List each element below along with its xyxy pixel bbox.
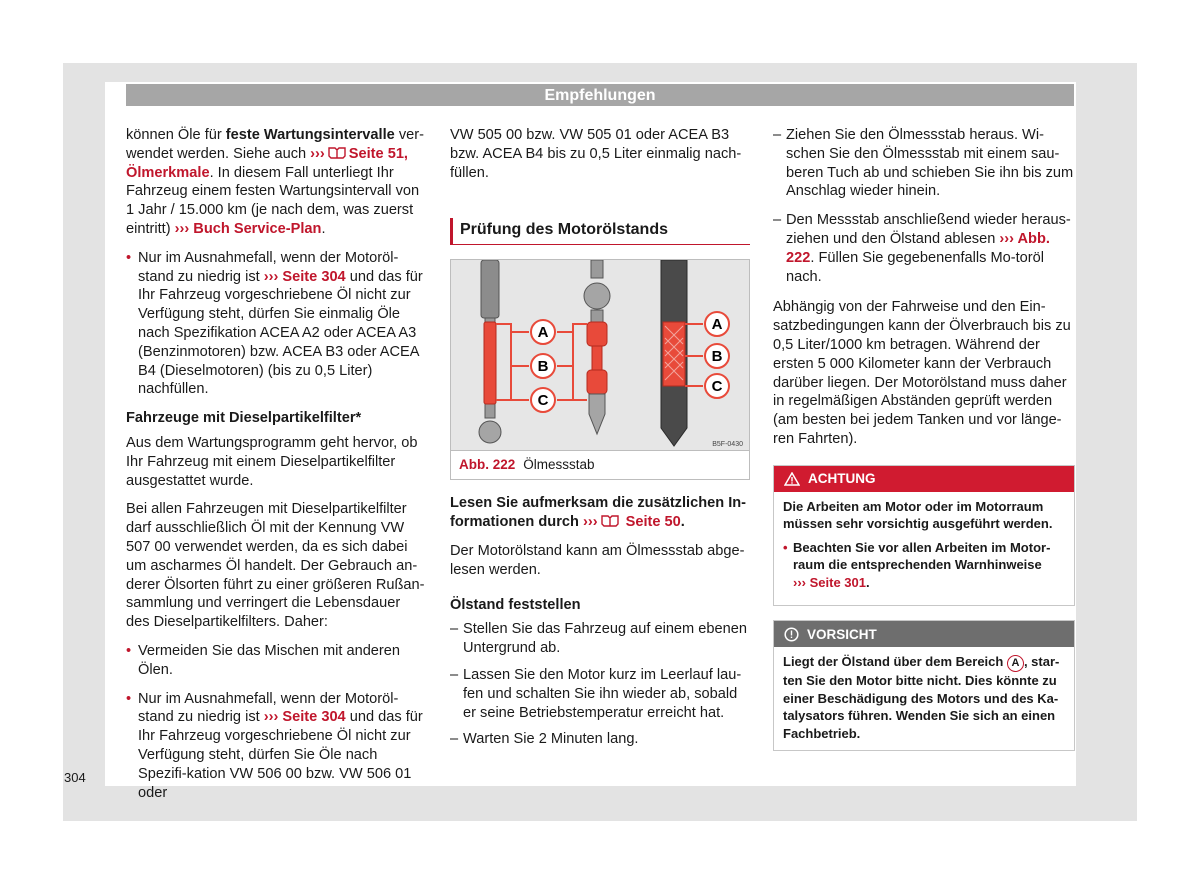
figure-label-a: A bbox=[537, 324, 549, 342]
subheading-check-level: Ölstand feststellen bbox=[450, 596, 581, 613]
marker-a: A bbox=[1007, 655, 1024, 672]
step-item: – Ziehen Sie den Ölmessstab heraus. Wi-schen Sie den Ölmessstab mit einem sau-beren Tuch ab und schieben Sie ihn bis zum Anschlag wieder hinein. bbox=[773, 126, 1075, 201]
paragraph-consumption: Abhängig von der Fahrweise und den Ein-satzbedingungen kann der Ölverbrauch bis zu 0,5 Liter/1000 km betragen. Während der ersten 5 000 Kilometer kann der Verbrauch darüber liegen. Der Motorölstand muss daher in regelmäßigen Abständen geprüft werden (am besten bei jedem Tanken und vor länge-ren Fahrten). bbox=[773, 299, 1071, 447]
book-icon bbox=[600, 514, 620, 527]
figure-code: B5F-0430 bbox=[712, 441, 743, 449]
link-seite-301[interactable]: ››› Seite 301 bbox=[793, 574, 866, 590]
book-icon bbox=[327, 146, 347, 159]
figure-caption bbox=[451, 450, 749, 479]
warning-text: Die Arbeiten am Motor oder im Motorraum müssen sehr vorsichtig ausgeführt werden. bbox=[783, 498, 1053, 532]
caution-header bbox=[774, 621, 1074, 647]
link-seite-304[interactable]: ››› Seite 304 bbox=[263, 709, 346, 726]
column-left bbox=[126, 126, 426, 812]
figure-label-c: C bbox=[537, 392, 549, 410]
link-seite-304[interactable]: ››› Seite 304 bbox=[263, 268, 346, 285]
warning-box bbox=[773, 465, 1075, 607]
step-item: – Stellen Sie das Fahrzeug auf einem ebenen Untergrund ab. bbox=[450, 620, 750, 658]
link-seite-50[interactable]: ››› Seite 50 bbox=[582, 514, 681, 531]
warning-triangle-icon bbox=[784, 472, 800, 486]
link-service-plan[interactable]: ››› Buch Service-Plan bbox=[174, 220, 322, 237]
bullet-exception-1: • Nur im Ausnahmefall, wenn der Motoröl-stand zu niedrig ist ››› Seite 304 und das für Ihr Fahrzeug vorgeschriebene Öl nicht zur Verfügung steht, dürfen Sie einmalig Öle nach Spezifikation ACEA A2 oder ACEA A3 (Benzinmotoren) bzw. ACEA B3 oder ACEA B4 (Dieselmotoren) (bis zu 0,5 Liter) nachfüllen. bbox=[126, 249, 426, 399]
step-item: – Warten Sie 2 Minuten lang. bbox=[450, 730, 750, 749]
bullet-no-mixing: • Vermeiden Sie das Mischen mit anderen Ölen. bbox=[126, 642, 426, 680]
paragraph-intervals: können Öle für feste Wartungsintervalle ver-wendet werden. Siehe auch ››› Seite 51, Ölmerkmale. In diesem Fall unterliegt Ihr Fahrzeug einem festen Wartungsintervall von 1 Jahr / 15.000 km (je nach dem, was zuerst eintritt) ››› Buch Service-Plan. bbox=[126, 127, 424, 237]
figure-label-b-right: B bbox=[711, 348, 723, 366]
dipstick-blade bbox=[661, 260, 687, 446]
caution-title: VORSICHT bbox=[807, 626, 877, 642]
figure-caption-text: Ölmessstab bbox=[523, 457, 595, 473]
cross-ref-link[interactable]: ››› Seite 51, bbox=[310, 145, 408, 162]
paragraph-dipstick-read: Der Motorölstand kann am Ölmessstab abge-lesen werden. bbox=[450, 542, 745, 578]
caution-box bbox=[773, 620, 1075, 751]
page-number: 304 bbox=[64, 770, 86, 785]
subheading-dpf: Fahrzeuge mit Dieselpartikelfilter* bbox=[126, 410, 362, 427]
paragraph-continued: VW 505 00 bzw. VW 505 01 oder ACEA B3 bzw. ACEA B4 bis zu 0,5 Liter einmalig nach-füllen. bbox=[450, 127, 742, 181]
figure-label-c-right: C bbox=[711, 378, 723, 396]
link-oelmerkmale[interactable]: Ölmerkmale bbox=[126, 164, 210, 181]
paragraph-read-info: Lesen Sie aufmerksam die zusätzlichen In-formationen durch ››› Seite 50. bbox=[450, 495, 747, 531]
step-item: – Lassen Sie den Motor kurz im Leerlauf lau-fen und schalten Sie ihn wieder ab, sobald er seine Betriebstemperatur erreicht hat. bbox=[450, 666, 750, 722]
caution-body: Liegt der Ölstand über dem Bereich A , star-ten Sie den Motor bitte nicht. Dies könnte zu einer Beschädigung des Motors und des Ka-talysators führen. Wenden Sie sich an einen Fachbetrieb. bbox=[783, 654, 1060, 741]
figure-number: Abb. 222 bbox=[459, 457, 516, 473]
warning-header bbox=[774, 466, 1074, 492]
column-middle bbox=[450, 126, 750, 757]
paragraph-dpf-2: Bei allen Fahrzeugen mit Dieselpartikelfilter darf ausschließlich Öl mit der Kennung VW 507 00 verwendet werden, da es sich dabei um ascharmes Öl handelt. Der Gebrauch an-derer Ölsorten führt zu einer größeren Rußan-sammlung und verringert die Lebensdauer des Dieselpartikelfilters. Daher: bbox=[126, 501, 425, 631]
info-circle-icon bbox=[784, 627, 799, 642]
figure-label-a-right: A bbox=[711, 316, 723, 334]
warning-body bbox=[774, 492, 1074, 606]
page-header: Empfehlungen bbox=[126, 84, 1074, 106]
figure-dipstick bbox=[450, 259, 750, 480]
dipstick-illustration bbox=[451, 260, 749, 450]
bullet-exception-2: • Nur im Ausnahmefall, wenn der Motoröl-stand zu niedrig ist ››› Seite 304 und das für Ihr Fahrzeug vorgeschriebene Öl nicht zur Verfügung steht, dürfen Sie Öle nach Spezifi-kation VW 506 00 bzw. VW 506 01 oder bbox=[126, 690, 426, 803]
step-item: – Den Messstab anschließend wieder heraus-ziehen und den Ölstand ablesen ››› Abb. 222. Füllen Sie gegebenenfalls Mo-toröl nach. bbox=[773, 211, 1075, 286]
paragraph-dpf-1: Aus dem Wartungsprogramm geht hervor, ob Ihr Fahrzeug mit einem Dieselpartikelfilter ausgestattet wurde. bbox=[126, 434, 418, 489]
column-right bbox=[773, 126, 1075, 751]
section-title: Prüfung des Motorölstands bbox=[450, 218, 750, 245]
link-abb-222[interactable]: ››› Abb. 222 bbox=[786, 230, 1050, 266]
figure-label-b: B bbox=[537, 358, 549, 376]
warning-bullet: • Beachten Sie vor allen Arbeiten im Motor-raum die entsprechenden Warnhinweise ››› Seite 301. bbox=[783, 539, 1065, 592]
warning-title: ACHTUNG bbox=[808, 471, 876, 487]
